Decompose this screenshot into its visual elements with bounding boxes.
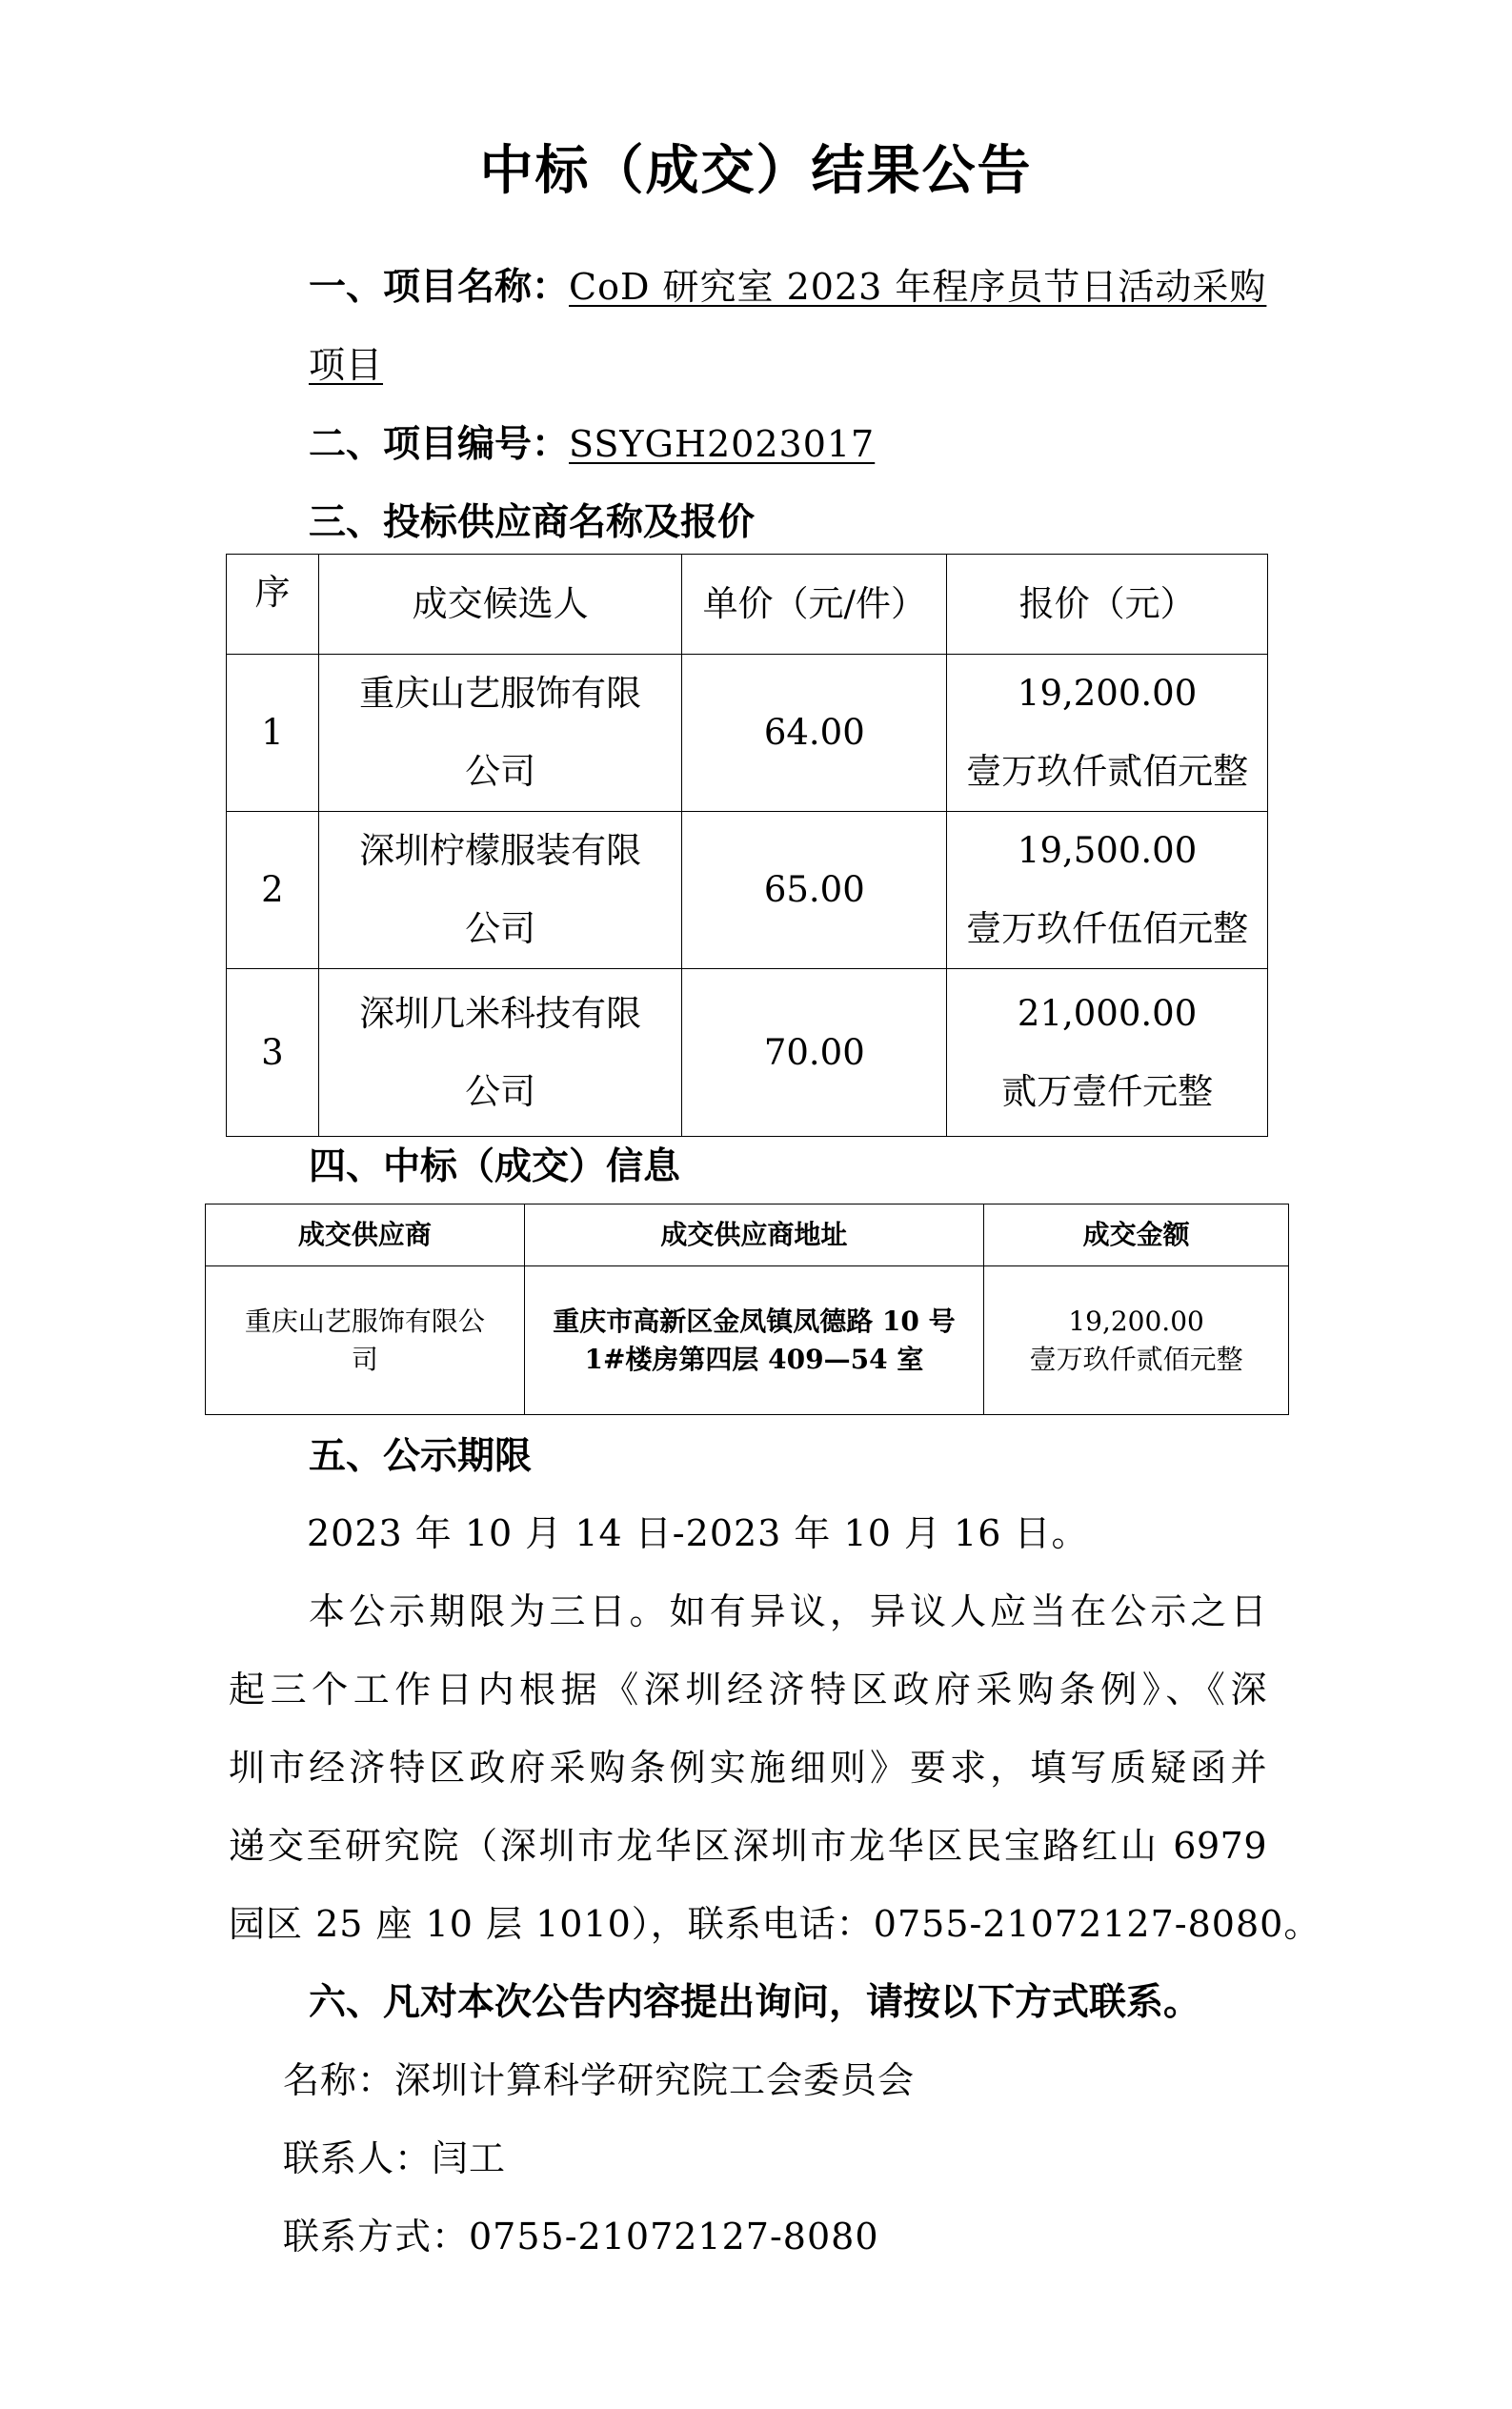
candidate-line2: 公司 <box>465 1070 536 1112</box>
col-header-amount: 成交金额 <box>984 1204 1289 1266</box>
price-chinese: 贰万壹仟元整 <box>1001 1070 1214 1112</box>
row-candidate <box>318 969 682 1137</box>
col-header-supplier: 成交供应商 <box>206 1204 525 1266</box>
contact-phone: 联系方式：0755-21072127-8080 <box>283 2216 879 2257</box>
table-row <box>206 1266 1289 1415</box>
col-header-candidate: 成交候选人 <box>318 555 682 655</box>
notice-period-dates: 2023 年 10 月 14 日-2023 年 10 月 16 日。 <box>307 1512 1089 1554</box>
table-row <box>227 969 1268 1137</box>
award-heading: 四、中标（成交）信息 <box>309 1145 681 1188</box>
col-header-unit-price: 单价（元/件） <box>682 555 947 655</box>
address-line1: 重庆市高新区金凤镇凤德路 10 号 <box>553 1305 956 1337</box>
col-header-no: 序 <box>227 555 319 655</box>
project-name-value-cont: 项目 <box>309 344 384 386</box>
candidate-line2: 公司 <box>465 751 536 792</box>
objection-paragraph-line: 园区 25 座 10 层 1010），联系电话：0755-21072127-8080。 <box>229 1903 1321 1945</box>
price-chinese: 壹万玖仟伍佰元整 <box>966 908 1249 949</box>
row-price <box>947 655 1268 812</box>
award-table-header <box>206 1204 1289 1266</box>
row-no: 1 <box>227 655 319 812</box>
project-name-value: CoD 研究室 2023 年程序员节日活动采购 <box>569 266 1267 308</box>
objection-paragraph-line: 圳市经济特区政府采购条例实施细则》要求，填写质疑函并 <box>229 1747 1267 1789</box>
bidders-table <box>226 554 1268 1137</box>
col-header-address: 成交供应商地址 <box>524 1204 984 1266</box>
award-supplier <box>206 1266 525 1415</box>
price-chinese: 壹万玖仟贰佰元整 <box>966 751 1249 792</box>
address-line2: 1#楼房第四层 409—54 室 <box>584 1343 924 1375</box>
row-candidate <box>318 812 682 969</box>
project-number-label: 二、项目编号： <box>309 423 570 466</box>
objection-paragraph-line: 递交至研究院（深圳市龙华区深圳市龙华区民宝路红山 6979 <box>229 1825 1267 1867</box>
amount-number: 19,200.00 <box>1068 1305 1204 1337</box>
row-price <box>947 812 1268 969</box>
contact-name: 名称：深圳计算科学研究院工会委员会 <box>283 2059 916 2101</box>
row-unit-price: 70.00 <box>682 969 947 1137</box>
candidate-line1: 深圳柠檬服装有限 <box>359 830 642 871</box>
amount-chinese: 壹万玖仟贰佰元整 <box>1029 1343 1243 1375</box>
objection-paragraph-line: 起三个工作日内根据《深圳经济特区政府采购条例》、《深 <box>229 1669 1267 1711</box>
candidate-line1: 重庆山艺服饰有限 <box>359 673 642 714</box>
row-no: 3 <box>227 969 319 1137</box>
candidate-line2: 公司 <box>465 908 536 949</box>
supplier-line1: 重庆山艺服饰有限公 <box>244 1305 485 1337</box>
notice-period-heading: 五、公示期限 <box>309 1435 533 1478</box>
project-number-line <box>309 415 875 468</box>
supplier-line2: 司 <box>351 1343 378 1375</box>
project-name-label: 一、项目名称： <box>309 266 570 309</box>
page-title: 中标（成交）结果公告 <box>479 140 1033 202</box>
price-number: 21,000.00 <box>1017 992 1198 1034</box>
award-address <box>524 1266 984 1415</box>
bidders-table-header <box>227 555 1268 655</box>
row-candidate <box>318 655 682 812</box>
candidate-line1: 深圳几米科技有限 <box>359 992 642 1034</box>
award-table <box>205 1204 1289 1415</box>
contact-person: 联系人：闫工 <box>283 2137 507 2179</box>
project-number-value: SSYGH2023017 <box>569 423 876 465</box>
row-unit-price: 64.00 <box>682 655 947 812</box>
price-number: 19,200.00 <box>1017 673 1198 714</box>
award-amount <box>984 1266 1289 1415</box>
row-no: 2 <box>227 812 319 969</box>
table-row <box>227 655 1268 812</box>
col-header-price: 报价（元） <box>947 555 1268 655</box>
contact-heading: 六、凡对本次公告内容提出询问，请按以下方式联系。 <box>309 1981 1201 2024</box>
table-row <box>227 812 1268 969</box>
project-name-line <box>309 257 1266 311</box>
row-price <box>947 969 1268 1137</box>
price-number: 19,500.00 <box>1017 830 1198 871</box>
objection-paragraph-line: 本公示期限为三日。如有异议，异议人应当在公示之日 <box>309 1590 1267 1632</box>
bidders-heading: 三、投标供应商名称及报价 <box>309 501 756 544</box>
row-unit-price: 65.00 <box>682 812 947 969</box>
